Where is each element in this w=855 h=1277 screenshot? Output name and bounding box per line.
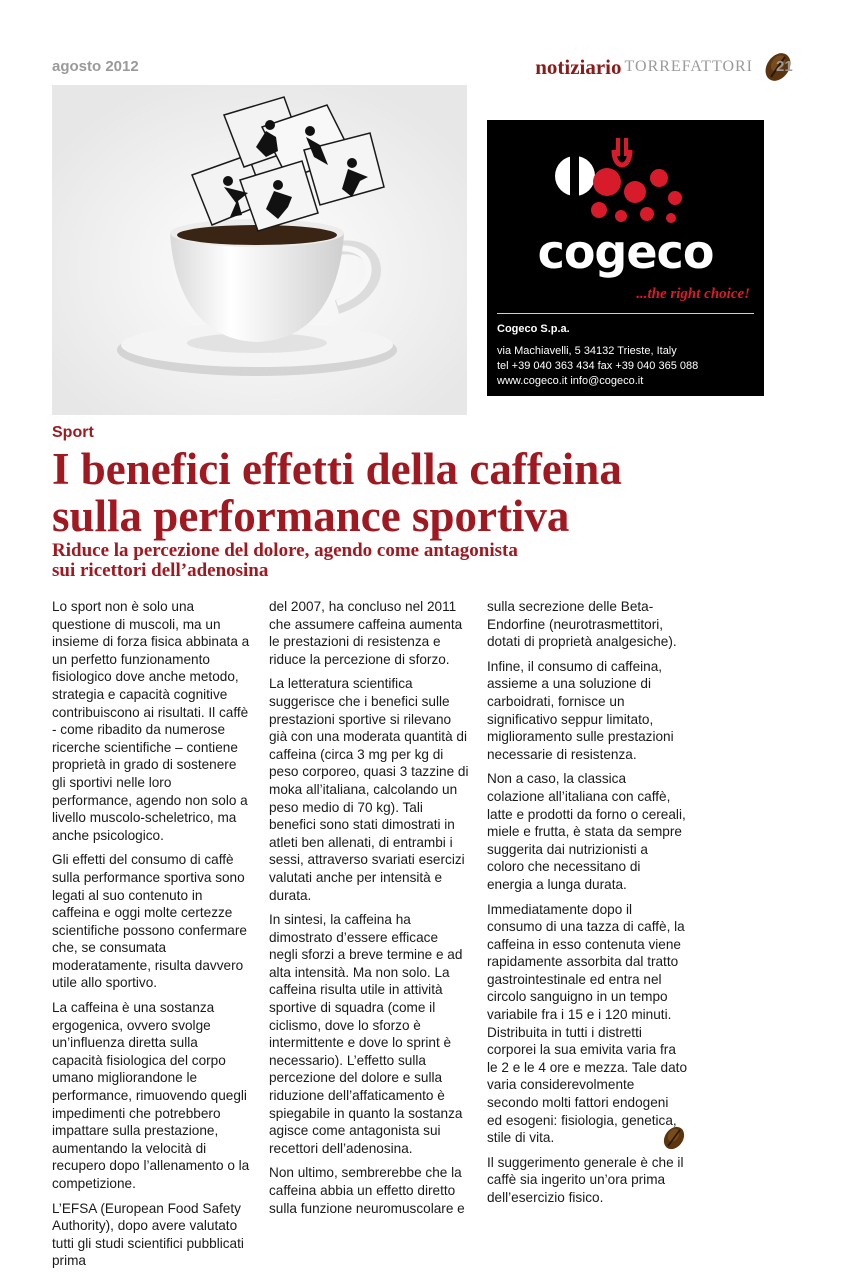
cogeco-advertisement[interactable] <box>487 120 764 396</box>
article-subtitle-line-2: sui ricettori dell’adenosina <box>52 560 269 581</box>
paragraph: Non ultimo, sembrerebbe che la caffeina abbia un effetto diretto sulla funzione neuromuscolare e <box>269 1165 465 1216</box>
section-label: Sport <box>52 424 94 441</box>
paragraph: In sintesi, la caffeina ha dimostrato d’essere efficace negli sforzi a breve termine e ad alta intensità. Ma non solo. La caffeina risulta utile in attività sportive di squadra (come il ciclismo, dove lo sforzo è intermittente e dove lo sprint è necessario). L’effetto sulla percezione del dolore e sulla riduzione dell’affaticamento è spiegabile in quanto la sostanza agisce come antagonista sui recettori dell’adenosina. <box>269 912 463 1156</box>
paragraph: del 2007, ha concluso nel 2011 che assumere caffeina aumenta le prestazioni di resistenza e riduce la percezione di sforzo. <box>269 599 463 667</box>
coffee-cup-illustration <box>52 85 467 415</box>
paragraph: Gli effetti del consumo di caffè sulla performance sportiva sono legati al suo contenuto in caffeina e oggi molte certezze scientifiche possono confermare che, se consumata moderatamente, risulta davvero utile allo sportivo. <box>52 852 247 991</box>
paragraph: sulla secrezione delle Beta-Endorfine (neurotrasmettitori, dotati di proprietà analgesiche). <box>487 599 677 650</box>
article-column-3 <box>487 598 687 1214</box>
article-column-2 <box>269 598 469 1224</box>
paragraph: La letteratura scientifica suggerisce che i benefici sulle prestazioni sportive si rilevano già con una moderata quantità di caffeina (circa 3 mg per kg di peso corporeo, quasi 3 tazzine di moka all’italiana, calcolando un peso medio di 70 kg). Tali benefici sono stati dimostrati in atleti ben allenati, di entrambi i sessi, attraverso svariati esercizi valutati anche per intensità e durata. <box>269 676 469 903</box>
article-title <box>52 446 792 540</box>
paragraph: La caffeina è una sostanza ergogenica, ovvero svolge un’influenza diretta sulla capacità fisiologica del corpo umano migliorandone le performance, rimuovendo quegli impedimenti che potrebbero impattare sulla prestazione, aumentando la velocità di recupero dopo l’allenamento o la competizione. <box>52 1000 250 1191</box>
coffee-bean-icon <box>660 1124 688 1152</box>
masthead-title: notiziario <box>535 54 622 79</box>
article-column-1 <box>52 598 252 1277</box>
cogeco-slogan: ...the right choice! <box>636 286 750 302</box>
paragraph: L’EFSA (European Food Safety Authority), dopo avere valutato tutti gli studi scientifici pubblicati prima <box>52 1200 244 1269</box>
cogeco-brand: cogeco <box>537 225 714 279</box>
article-title-line-1: I benefici effetti della caffeina <box>52 444 622 494</box>
masthead-subtitle: TORREFATTORI <box>624 58 753 75</box>
ad-divider <box>497 313 754 314</box>
article-subtitle-line-1: Riduce la percezione del dolore, agendo come antagonista <box>52 540 518 561</box>
paragraph: Infine, il consumo di caffeina, assieme a una soluzione di carboidrati, fornisce un significativo seppur limitato, miglioramento sulle prestazioni necessarie di resistenza. <box>487 658 674 762</box>
ad-phone-fax: tel +39 040 363 434 fax +39 040 365 088 <box>497 360 699 372</box>
paragraph: Lo sport non è solo una questione di muscoli, ma un insieme di forza fisica abbinata a un perfetto funzionamento fisiologico dove anche metodo, strategia e capacità cognitive contribuiscono ai risultati. Il caffè - come ribadito da numerose ricerche scientifiche – contiene proprietà in grado di sostenere gli sportivi nelle loro performance, agendo non solo a livello muscolo-scheletrico, ma anche psicologico. <box>52 599 250 843</box>
article-subtitle <box>52 541 652 581</box>
article-title-line-2: sulla performance sportiva <box>52 491 570 541</box>
masthead <box>535 52 795 82</box>
ad-company-name: Cogeco S.p.a. <box>497 323 570 335</box>
paragraph: Non a caso, la classica colazione all’italiana con caffè, latte e prodotti da forno o cereali, miele e frutta, è stata da sempre suggerita dai nutrizionisti a coloro che necessitano di energia a lunga durata. <box>487 771 686 892</box>
paragraph: Immediatamente dopo il consumo di una tazza di caffè, la caffeina in esso contenuta viene rapidamente assorbita dal tratto gastrointestinale ed entra nel circolo sanguigno in un tempo variabile fra i 15 e i 120 minuti. Distribuita in tutti i distretti corporei la sua emivita varia fra le 2 e le 4 ore e mezza. Tale dato varia considerevolmente secondo molti fattori endogeni ed esogeni: fisiologia, genetica, stile di vita. <box>487 901 688 1146</box>
page-number: 21 <box>776 58 793 75</box>
paragraph: Il suggerimento generale è che il caffè sia ingerito un’ora prima dell’esercizio fisico. <box>487 1154 684 1205</box>
ad-web-email[interactable]: www.cogeco.it info@cogeco.it <box>497 375 644 387</box>
issue-date: agosto 2012 <box>52 58 139 75</box>
ad-address: via Machiavelli, 5 34132 Trieste, Italy <box>497 345 677 357</box>
